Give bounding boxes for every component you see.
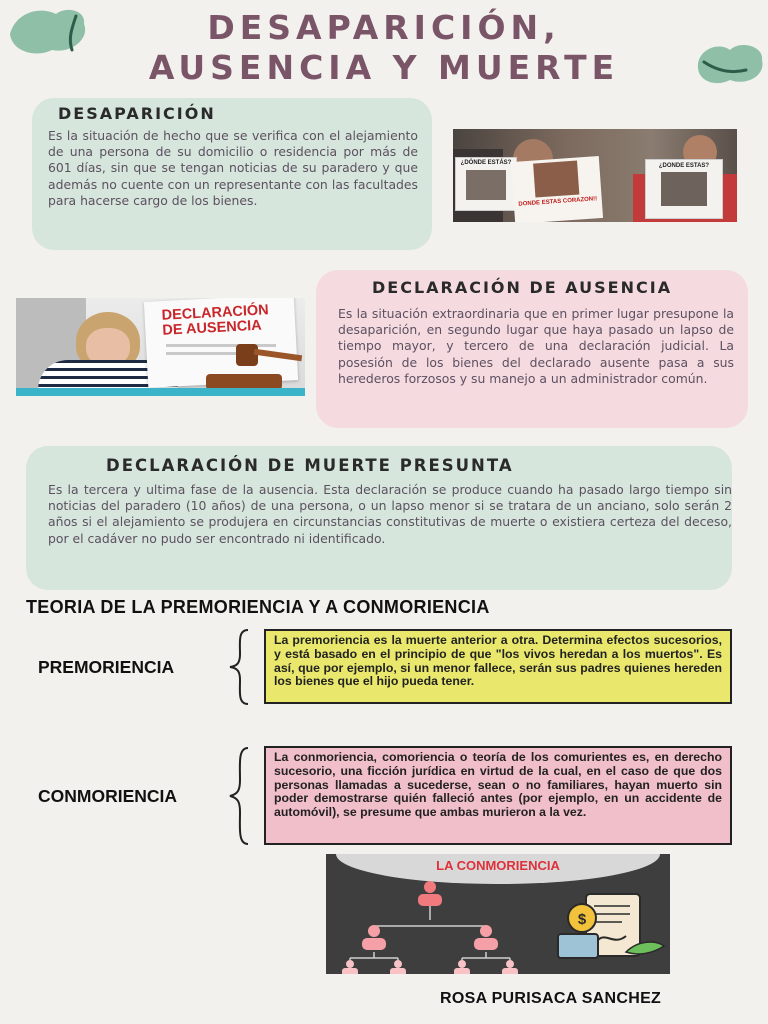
premoriencia-term: PREMORIENCIA <box>38 657 175 677</box>
muerte-presunta-card <box>26 446 732 590</box>
brace-icon <box>226 628 252 706</box>
page-title <box>80 8 688 88</box>
desaparicion-title: DESAPARICIÓN <box>58 104 216 123</box>
protest-sign: DONDE ESTAS CORAZON!! <box>511 156 603 222</box>
brace-icon <box>226 746 252 846</box>
ausencia-card <box>316 270 748 428</box>
desaparicion-card <box>32 98 432 250</box>
author-name: ROSA PURISACA SANCHEZ <box>440 990 662 1007</box>
conmoriencia-term: CONMORIENCIA <box>38 786 178 806</box>
desaparicion-text: Es la situación de hecho que se verifica con el alejamiento de una persona de su domicilio o residencia por más de 601 días, sin que se tengan noticias de su paradero y que además no cuente con un representante con las facultades para hacerse cargo de los bienes. <box>48 128 418 208</box>
muerte-presunta-text: Es la tercera y ultima fase de la ausencia. Esta declaración se produce cuando ha pasado largo tiempo sin noticias del paradero (10 años) de una persona, o un lapso menor si se tratara de un anciano, solo serán 2 años si el alejamiento se produjera en circunstancias constitutivas de muerte o existiera certeza del deceso, por el cadáver no pudo ser encontrado ni identificado. <box>48 482 732 546</box>
protest-sign: ¿DONDE ESTAS? <box>645 159 723 219</box>
theory-title: TEORIA DE LA PREMORIENCIA Y A CONMORIENCIA <box>26 597 490 617</box>
title-line-1: DESAPARICIÓN, <box>207 8 561 47</box>
premoriencia-definition: La premoriencia es la muerte anterior a otra. Determina efectos sucesorios, y está basado en el principio de que "los vivos heredan a los muertos". Es así, que por ejemplo, si un menor fallece, serán sus padres quienes hereden los bienes que el hijo pueda tener. <box>264 629 732 704</box>
conmoriencia-illustration-title: LA CONMORIENCIA <box>436 858 560 873</box>
leaf-decoration-icon <box>694 40 766 88</box>
ausencia-title: DECLARACIÓN DE AUSENCIA <box>372 278 673 297</box>
ausencia-text: Es la situación extraordinaria que en primer lugar presupone la desaparición, en segundo lugar que haya pasado un lapso de tiempo mayor, y tercero de una declaración judicial. La posesión de los bienes del declarado ausente pasa a sus herederos forzosos y su manejo a un administrador común. <box>338 306 734 386</box>
ausencia-document-label: DECLARACIÓN DE AUSENCIA <box>161 302 270 339</box>
family-tree-icon <box>326 854 670 974</box>
protest-sign: ¿DÓNDE ESTÁS? <box>455 157 517 211</box>
title-line-2: AUSENCIA Y MUERTE <box>148 48 620 87</box>
muerte-presunta-title: DECLARACIÓN DE MUERTE PRESUNTA <box>106 456 514 475</box>
conmoriencia-definition: La conmoriencia, comoriencia o teoría de los comurientes es, en derecho sucesorio, una ficción jurídica en virtud de la cual, en el caso de que dos personas llamadas a sucederse, sean o no familiares, hayan muerto sin poder demostrarse quién falleció antes (por ejemplo, en un accidente de automóvil), se presume que ambas murieron a la vez. <box>264 746 732 845</box>
protest-photo <box>453 129 737 222</box>
leaf-decoration-icon <box>6 4 90 58</box>
ausencia-photo <box>16 298 305 396</box>
conmoriencia-illustration <box>326 854 670 974</box>
svg-text:$: $ <box>577 911 587 928</box>
